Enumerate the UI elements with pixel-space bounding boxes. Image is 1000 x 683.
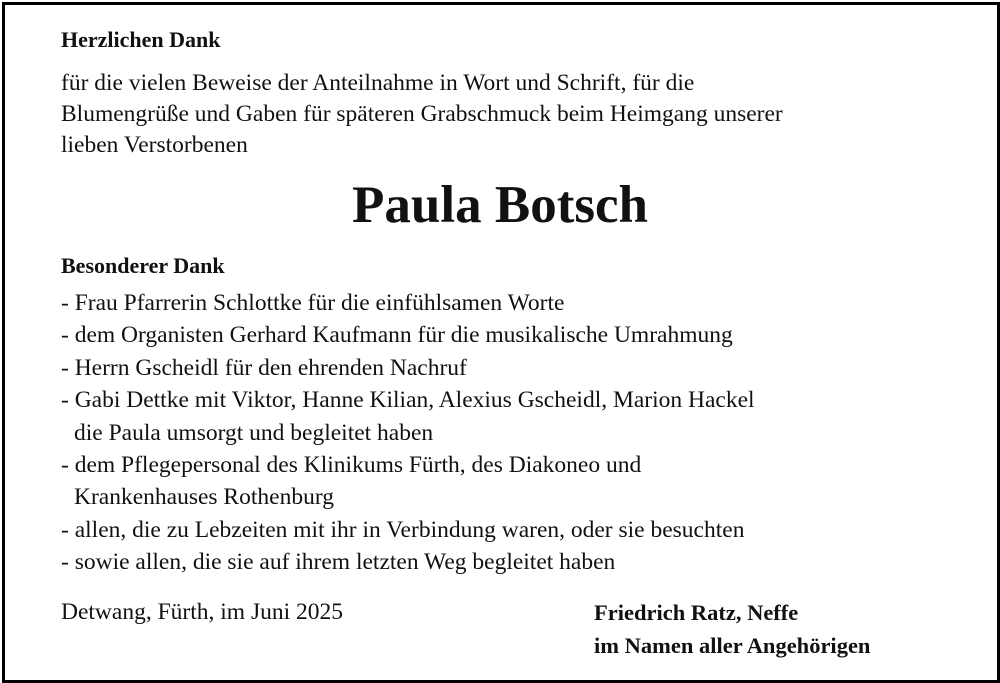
- signature-line: Friedrich Ratz, Neffe: [594, 600, 799, 625]
- intro-line: Blumengrüße und Gaben für späteren Grabschmuck beim Heimgang unserer: [61, 101, 783, 127]
- thanks-list: [61, 287, 961, 579]
- thanks-heading: Herzlichen Dank: [61, 27, 221, 52]
- thanks-line: - Herrn Gscheidl für den ehrenden Nachruf: [61, 354, 467, 381]
- intro-line: lieben Verstorbenen: [61, 132, 248, 158]
- thanks-line: - dem Organisten Gerhard Kaufmann für die musikalische Umrahmung: [61, 322, 733, 349]
- thanks-line: - Gabi Dettke mit Viktor, Hanne Kilian, Alexius Gscheidl, Marion Hackel: [61, 387, 755, 414]
- thanks-line: - allen, die zu Lebzeiten mit ihr in Verbindung waren, oder sie besuchten: [61, 516, 745, 543]
- thanks-line-continuation: die Paula umsorgt und begleitet haben: [74, 419, 434, 446]
- thanks-line-continuation: Krankenhauses Rothenburg: [74, 484, 334, 511]
- place-and-date: Detwang, Fürth, im Juni 2025: [61, 599, 343, 625]
- thanks-line: - sowie allen, die sie auf ihrem letzten Weg begleitet haben: [61, 549, 616, 576]
- signature-block: [594, 596, 870, 662]
- thanks-line: - Frau Pfarrerin Schlottke für die einfühlsamen Worte: [61, 290, 565, 316]
- deceased-name: Paula Botsch: [352, 176, 648, 234]
- special-thanks-heading: Besonderer Dank: [61, 253, 225, 278]
- thanks-line: - dem Pflegepersonal des Klinikums Fürth, des Diakoneo und: [61, 452, 642, 479]
- intro-line: für die vielen Beweise der Anteilnahme in Wort und Schrift, für die: [61, 70, 695, 96]
- signature-line: im Namen aller Angehörigen: [594, 633, 871, 658]
- intro-paragraph: [61, 68, 961, 161]
